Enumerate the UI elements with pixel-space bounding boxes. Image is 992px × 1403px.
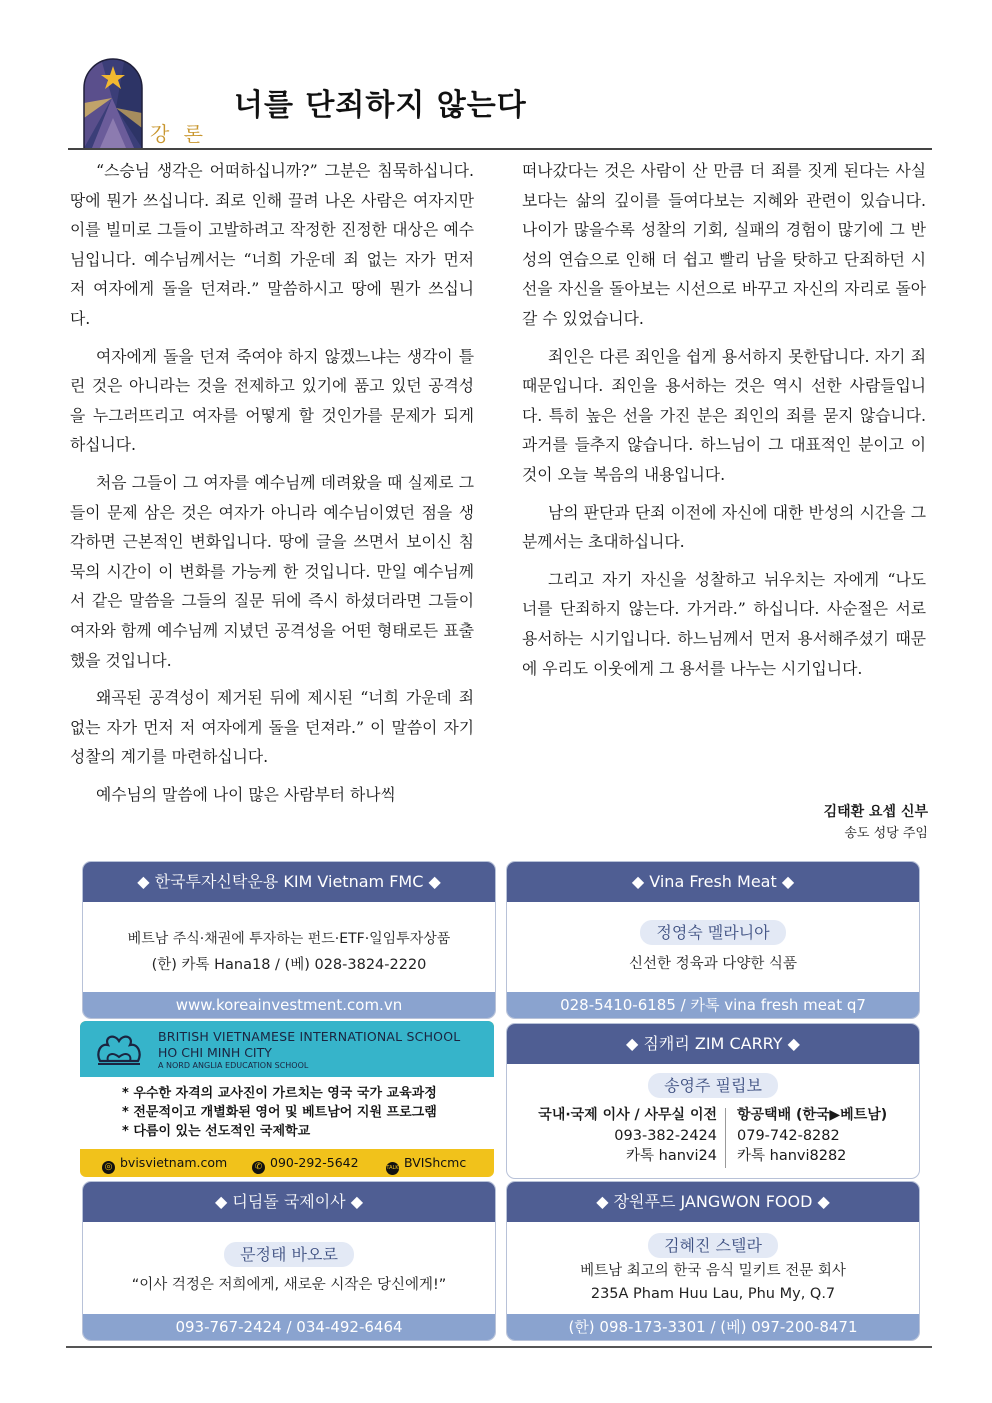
ad-title: ◆ 한국투자신탁운용 KIM Vietnam FMC ◆ [83,862,495,902]
paragraph: 남의 판단과 단죄 이전에 자신에 대한 반성의 시간을 그분께서는 초대하십니다. [522,502,926,552]
stained-glass-emblem-icon [82,58,144,148]
ad-slogan: “이사 걱정은 저희에게, 새로운 시작은 당신에게!” [131,1277,447,1293]
contact-person-pill: 정영숙 멜라니아 [640,920,785,945]
kakaotalk-contact [386,1155,466,1175]
ad-vina-fresh-meat [506,861,920,1019]
crown-crest-icon [94,1031,144,1067]
page-header [68,58,932,150]
paragraph: 여자에게 돌을 던져 죽여야 하지 않겠느냐는 생각이 틀린 것은 아니라는 것을 전제하고 있기에 품고 있던 공격성을 누그러뜨리고 여자를 어떻게 할 것인가를 문제가 되게 하십니다. [70,346,474,455]
service-phone: 079-742-8282 [737,1128,840,1144]
bvis-bullets-panel [80,1077,494,1149]
ad-contact: (한) 098-173-3301 / (베) 097-200-8471 [507,1314,919,1340]
kakaotalk-text: BVIShcmc [404,1155,467,1170]
contact-person-pill: 김혜진 스텔라 [648,1233,778,1258]
bullet-item: * 우수한 자격의 교사진이 가르치는 영국 국가 교육과정 [122,1086,437,1101]
ad-zim-carry [506,1023,920,1179]
ad-description: 베트남 주식·채권에 투자하는 펀드·ETF·일임투자상품 [127,931,451,947]
globe-icon: ◎ [102,1161,115,1174]
website-contact [102,1155,227,1174]
ad-title: ◆ Vina Fresh Meat ◆ [507,862,919,902]
footer-divider [66,1346,932,1348]
article-column-right [522,156,926,691]
website-text: bvisvietnam.com [120,1155,228,1170]
article-column-left [70,156,474,817]
phone-text: 090-292-5642 [270,1155,359,1170]
contact-person-pill: 송영주 필립보 [648,1073,778,1098]
phone-contact [252,1155,359,1174]
school-affiliation: A NORD ANGLIA EDUCATION SCHOOL [158,1061,309,1070]
paragraph: “스승님 생각은 어떠하십니까?” 그분은 침묵하십니다. 땅에 뭔가 쓰십니다. 죄로 인해 끌려 나온 사람은 여자지만 이를 빌미로 그들이 고발하려고 작정한 진정한 대상은 예수님입니다. 예수님께서는 “너희 가운데 죄 없는 자가 먼저 저 여자에게 돌을 던져라.” 말씀하시고 땅에 뭔가 쓰십니다. [70,161,474,328]
ad-contact: (한) 카톡 Hana18 / (베) 028-3824-2220 [151,957,427,973]
bvis-contact-bar [80,1149,494,1177]
bullet-item: * 다름이 있는 선도적인 국제학교 [122,1124,311,1139]
header-divider [68,148,932,150]
paragraph: 죄인은 다른 죄인을 쉽게 용서하지 못한답니다. 자기 죄 때문입니다. 죄인을 용서하는 것은 역시 선한 사람들입니다. 특히 높은 선을 가진 분은 죄인의 죄를 묻지 않습니다. 과거를 들추지 않습니다. 하느님이 그 대표적인 분이고 이것이 오늘 복음의 내용입니다. [522,346,926,484]
service-kakao: 카톡 hanvi24 [626,1148,717,1164]
service-phone: 093-382-2424 [614,1128,717,1144]
bullet-item: * 전문적이고 개별화된 영어 및 베트남어 지원 프로그램 [122,1105,437,1120]
ad-title: ◆ 디딤돌 국제이사 ◆ [83,1182,495,1222]
page-title: 너를 단죄하지 않는다 [234,88,527,123]
paragraph: 처음 그들이 그 여자를 예수님께 데려왔을 때 실제로 그들이 문제 삼은 것은 여자가 아니라 예수님이였던 점을 생각하면 근본적인 변화입니다. 땅에 글을 쓰면서 보이신 침묵의 시간이 이 변화를 가능케 한 것입니다. 만일 예수님께서 같은 말씀을 그들의 질문 뒤에 즉시 하셨더라면 그들이 여자와 함께 예수님께 지녔던 공격성을 어떤 형태로든 표출했을 것입니다. [70,472,474,670]
contact-person-pill: 문정태 바오로 [224,1242,354,1267]
service-heading: 항공택배 (한국▶베트남) [737,1107,888,1123]
bvis-banner [80,1021,494,1077]
author-role: 송도 성당 주임 [844,826,928,841]
author-signature [824,801,928,845]
ad-didimdol-moving [82,1181,496,1341]
school-city: HO CHI MINH CITY [158,1045,272,1060]
author-name: 김태환 요셉 신부 [823,804,928,820]
zim-left-block [521,1104,717,1166]
paragraph: 그리고 자기 자신을 성찰하고 뉘우치는 자에게 “나도 너를 단죄하지 않는다. 가거라.” 하십니다. 사순절은 서로 용서하는 시기입니다. 하느님께서 먼저 용서해주셨기 때문에 우리도 이웃에게 그 용서를 나누는 시기입니다. [522,569,926,678]
school-name: BRITISH VIETNAMESE INTERNATIONAL SCHOOL [158,1029,461,1044]
zim-divider [725,1108,726,1168]
ad-description: 베트남 최고의 한국 음식 밀키트 전문 회사 [580,1263,846,1279]
paragraph: 예수님의 말씀에 나이 많은 사람부터 하나씩 [96,784,396,804]
zim-right-block [737,1104,913,1166]
ad-bvis-school [80,1021,494,1177]
section-label: 강 론 [150,122,207,146]
ad-website: www.koreainvestment.com.vn [83,992,495,1018]
service-kakao: 카톡 hanvi8282 [737,1148,847,1164]
paragraph: 떠나갔다는 것은 사람이 산 만큼 더 죄를 짓게 된다는 사실보다는 삶의 깊이를 들여다보는 지혜와 관련이 있습니다. 나이가 많을수록 성찰의 기회, 실패의 경험이 많기에 그 반성의 연습으로 인해 더 쉽고 빨리 남을 탓하고 단죄하던 시선을 자신을 돌아보는 시선으로 바꾸고 자신의 자리로 돌아갈 수 있었습니다. [522,161,926,328]
ad-title: ◆ 짐캐리 ZIM CARRY ◆ [507,1024,919,1064]
phone-icon: ✆ [252,1161,265,1174]
ad-contact: 093-767-2424 / 034-492-6464 [83,1314,495,1340]
ad-kim-vietnam-fmc [82,861,496,1019]
ad-address: 235A Pham Huu Lau, Phu My, Q.7 [590,1286,836,1302]
paragraph: 왜곡된 공격성이 제거된 뒤에 제시된 “너희 가운데 죄 없는 자가 먼저 저 여자에게 돌을 던져라.” 이 말씀이 자기 성찰의 계기를 마련하십니다. [70,688,474,767]
kakaotalk-icon: TALK [386,1162,399,1175]
service-heading: 국내·국제 이사 / 사무실 이전 [538,1107,717,1123]
ad-jangwon-food [506,1181,920,1341]
ad-description: 신선한 정육과 다양한 식품 [629,956,797,972]
ad-contact: 028-5410-6185 / 카톡 vina fresh meat q7 [507,992,919,1018]
ad-title: ◆ 장원푸드 JANGWON FOOD ◆ [507,1182,919,1222]
